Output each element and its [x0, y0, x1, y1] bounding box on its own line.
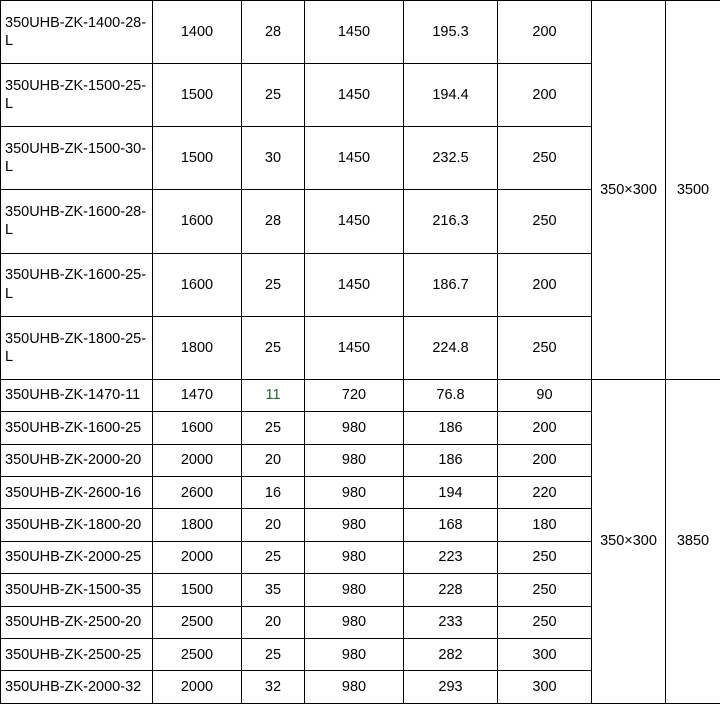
cell-power: 233 [404, 606, 498, 638]
cell-weight: 3500 [666, 1, 720, 380]
cell-head: 25 [242, 639, 305, 671]
cell-flow: 1500 [153, 127, 242, 190]
cell-head: 32 [242, 671, 305, 704]
cell-speed: 980 [305, 541, 404, 573]
cell-power: 194.4 [404, 64, 498, 127]
cell-model: 350UHB-ZK-1470-11 [1, 379, 153, 411]
cell-model: 350UHB-ZK-2000-20 [1, 444, 153, 476]
cell-flow: 2000 [153, 444, 242, 476]
cell-motor: 250 [498, 190, 592, 253]
cell-motor: 200 [498, 253, 592, 316]
cell-speed: 980 [305, 444, 404, 476]
cell-model: 350UHB-ZK-1600-25 [1, 412, 153, 444]
cell-model: 350UHB-ZK-1400-28-L [1, 1, 153, 64]
cell-head: 25 [242, 253, 305, 316]
cell-flow: 1800 [153, 509, 242, 541]
cell-flow: 1600 [153, 253, 242, 316]
cell-power: 223 [404, 541, 498, 573]
cell-speed: 1450 [305, 253, 404, 316]
cell-model: 350UHB-ZK-2500-20 [1, 606, 153, 638]
cell-power: 228 [404, 574, 498, 606]
cell-head: 25 [242, 412, 305, 444]
cell-power: 168 [404, 509, 498, 541]
cell-power: 232.5 [404, 127, 498, 190]
cell-motor: 180 [498, 509, 592, 541]
cell-flow: 1600 [153, 190, 242, 253]
cell-flow: 2000 [153, 541, 242, 573]
table-body [1, 1, 720, 704]
cell-model: 350UHB-ZK-2000-25 [1, 541, 153, 573]
cell-power: 224.8 [404, 316, 498, 379]
cell-head: 25 [242, 64, 305, 127]
cell-motor: 250 [498, 606, 592, 638]
cell-model: 350UHB-ZK-1600-28-L [1, 190, 153, 253]
table-row [1, 379, 720, 411]
cell-power: 293 [404, 671, 498, 704]
cell-power: 186.7 [404, 253, 498, 316]
cell-power: 186 [404, 444, 498, 476]
cell-flow: 2500 [153, 606, 242, 638]
cell-speed: 980 [305, 606, 404, 638]
cell-power: 282 [404, 639, 498, 671]
cell-speed: 980 [305, 509, 404, 541]
cell-flow: 1500 [153, 574, 242, 606]
table-row [1, 1, 720, 64]
cell-motor: 200 [498, 412, 592, 444]
cell-speed: 1450 [305, 127, 404, 190]
cell-motor: 200 [498, 64, 592, 127]
cell-motor: 250 [498, 574, 592, 606]
cell-motor: 220 [498, 476, 592, 508]
cell-head: 25 [242, 316, 305, 379]
cell-power: 216.3 [404, 190, 498, 253]
cell-motor: 250 [498, 127, 592, 190]
cell-motor: 90 [498, 379, 592, 411]
cell-power: 195.3 [404, 1, 498, 64]
cell-model: 350UHB-ZK-1600-25-L [1, 253, 153, 316]
cell-head: 25 [242, 541, 305, 573]
cell-flow: 2500 [153, 639, 242, 671]
cell-model: 350UHB-ZK-1500-35 [1, 574, 153, 606]
cell-power: 194 [404, 476, 498, 508]
cell-head: 30 [242, 127, 305, 190]
cell-speed: 980 [305, 412, 404, 444]
cell-speed: 720 [305, 379, 404, 411]
cell-flow: 1800 [153, 316, 242, 379]
cell-model: 350UHB-ZK-2600-16 [1, 476, 153, 508]
cell-motor: 300 [498, 639, 592, 671]
cell-flow: 1600 [153, 412, 242, 444]
cell-head: 16 [242, 476, 305, 508]
cell-flow: 2000 [153, 671, 242, 704]
cell-head: 20 [242, 509, 305, 541]
cell-weight: 3850 [666, 379, 720, 703]
cell-flow: 1400 [153, 1, 242, 64]
cell-speed: 1450 [305, 1, 404, 64]
cell-model: 350UHB-ZK-1500-30-L [1, 127, 153, 190]
cell-power: 186 [404, 412, 498, 444]
cell-speed: 1450 [305, 316, 404, 379]
cell-model: 350UHB-ZK-2500-25 [1, 639, 153, 671]
cell-head: 11 [242, 379, 305, 411]
cell-model: 350UHB-ZK-2000-32 [1, 671, 153, 704]
cell-flow: 2600 [153, 476, 242, 508]
cell-speed: 1450 [305, 190, 404, 253]
cell-speed: 1450 [305, 64, 404, 127]
cell-head: 20 [242, 606, 305, 638]
cell-speed: 980 [305, 574, 404, 606]
cell-speed: 980 [305, 476, 404, 508]
cell-motor: 250 [498, 541, 592, 573]
cell-model: 350UHB-ZK-1500-25-L [1, 64, 153, 127]
cell-motor: 200 [498, 1, 592, 64]
cell-speed: 980 [305, 671, 404, 704]
cell-model: 350UHB-ZK-1800-25-L [1, 316, 153, 379]
cell-inlet-outlet-size: 350×300 [592, 379, 666, 703]
cell-flow: 1500 [153, 64, 242, 127]
cell-speed: 980 [305, 639, 404, 671]
cell-inlet-outlet-size: 350×300 [592, 1, 666, 380]
cell-head: 28 [242, 1, 305, 64]
cell-model: 350UHB-ZK-1800-20 [1, 509, 153, 541]
cell-flow: 1470 [153, 379, 242, 411]
cell-head: 20 [242, 444, 305, 476]
cell-motor: 300 [498, 671, 592, 704]
cell-motor: 250 [498, 316, 592, 379]
cell-motor: 200 [498, 444, 592, 476]
cell-head: 35 [242, 574, 305, 606]
cell-power: 76.8 [404, 379, 498, 411]
cell-head: 28 [242, 190, 305, 253]
